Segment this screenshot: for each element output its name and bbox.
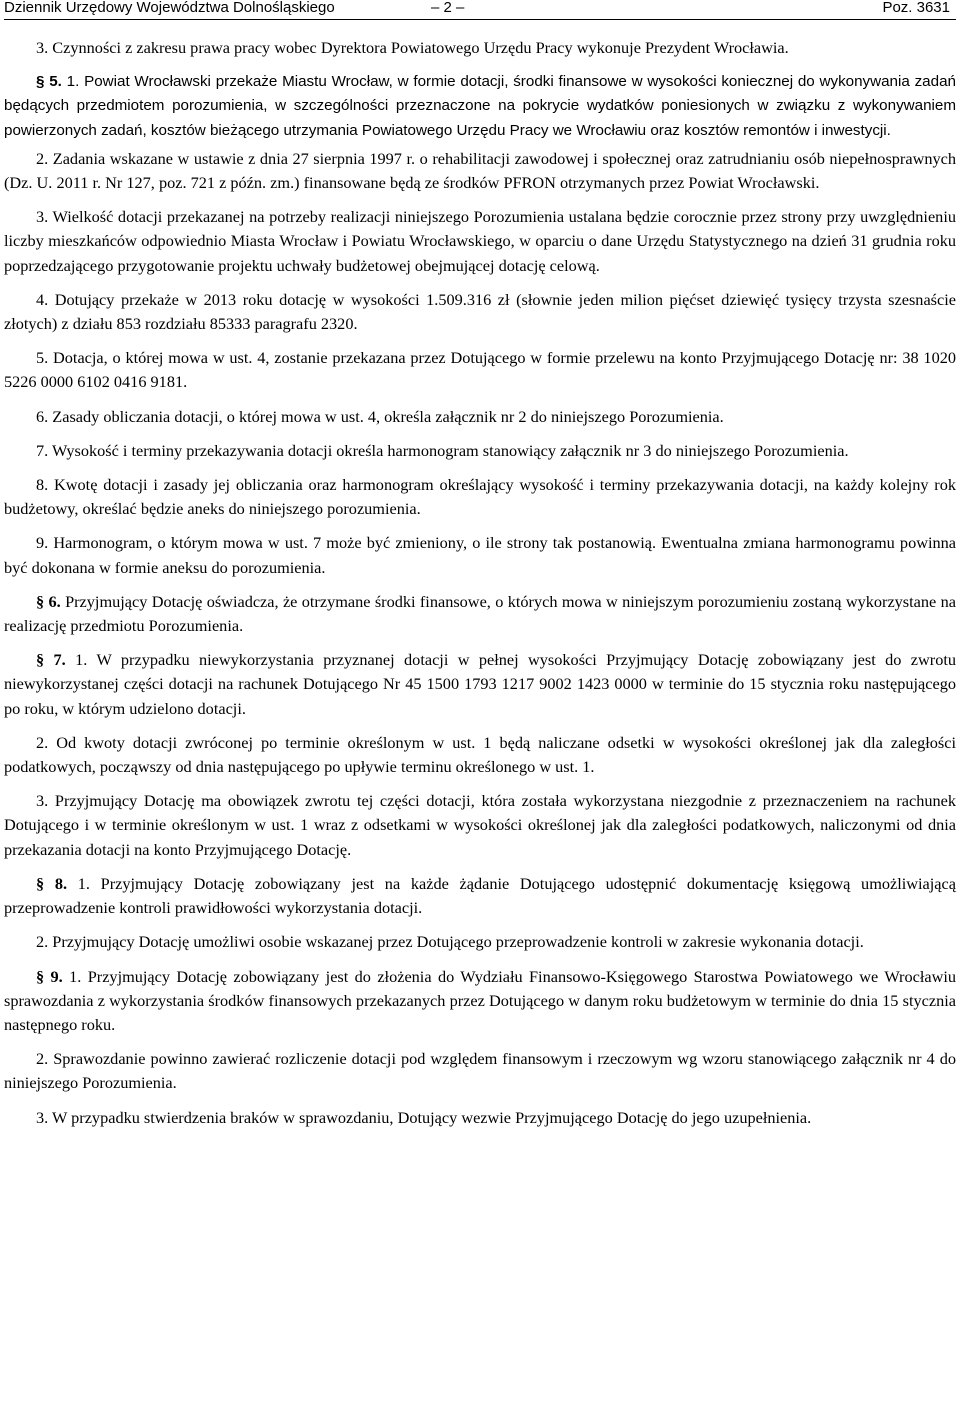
paragraph-text: Zadania wskazane w ustawie z dnia 27 sierpnia 1997 r. o rehabilitacji zawodowej i społecznej oraz zatrudnianiu osób niepełnosprawnych (Dz. U. 2011 r. Nr 127, poz. 721 z późn. zm.) finansowane będą ze środków PFRON otrzymanych przez Powiat Wrocławski.: [4, 148, 956, 193]
section-number: § 7.: [36, 650, 66, 670]
section-number: § 5.: [36, 73, 62, 91]
paragraph-text: Zasady obliczania dotacji, o której mowa w ust. 4, określa załącznik nr 2 do niniejszego Porozumienia.: [52, 406, 724, 426]
paragraph-text: Wysokość i terminy przekazywania dotacji określa harmonogram stanowiący załącznik nr 3 do niniejszego Porozumienia.: [52, 440, 849, 460]
paragraph: [4, 965, 956, 1038]
paragraph: [4, 288, 956, 336]
paragraph-text: Od kwoty dotacji zwróconej po terminie określonym w ust. 1 będą naliczane odsetki w wysokości określonej jak dla zaległości podatkowych, począwszy od dnia następującego po upływie terminu określonego w ust. 1.: [4, 732, 956, 777]
paragraph-number: 3.: [36, 791, 49, 811]
paragraph: [4, 473, 956, 521]
paragraph: [4, 648, 956, 721]
paragraph-number: 1.: [69, 966, 82, 986]
paragraph-text: Harmonogram, o którym mowa w ust. 7 może być zmieniony, o ile strony tak postanowią. Ewentualna zmiana harmonogramu powinna być dokonana w formie aneksu do porozumienia.: [4, 533, 956, 577]
header-divider: [4, 19, 956, 20]
paragraph-number: 3.: [36, 207, 49, 227]
paragraph: [4, 346, 956, 394]
section-number: § 8.: [36, 873, 68, 893]
paragraph-text: W przypadku stwierdzenia braków w sprawozdaniu, Dotujący wezwie Przyjmującego Dotację do jego uzupełnienia.: [52, 1107, 812, 1127]
paragraph: [4, 36, 956, 60]
journal-title: Dziennik Urzędowy Województwa Dolnośląskiego: [4, 0, 335, 16]
paragraph-number: 9.: [36, 533, 49, 553]
paragraph: [4, 872, 956, 920]
paragraph-number: 4.: [36, 289, 49, 309]
paragraph-text: Kwotę dotacji i zasady jej obliczania oraz harmonogram określający wysokość i terminy przekazywania dotacji, na każdy kolejny rok budżetowy, określać będzie aneks do niniejszego porozumienia.: [4, 475, 956, 519]
paragraph-text: Powiat Wrocławski przekaże Miastu Wrocław, w formie dotacji, środki finansowe w wysokości koniecznej do wykonywania zadań będących przedmiotem porozumienia, w szczególności przeznaczone na pokrycie wydatków poniesionych w związku z wykonywaniem powierzonych zadań, kosztów bieżącego utrzymania Powiatowego Urzędu Pracy we Wrocławiu oraz kosztów remontów i inwestycji.: [4, 73, 956, 139]
paragraph: [4, 531, 956, 579]
position-number: Poz. 3631: [882, 0, 950, 16]
paragraph-text: Czynności z zakresu prawa pracy wobec Dyrektora Powiatowego Urzędu Pracy wykonuje Prezydent Wrocławia.: [52, 38, 789, 57]
paragraph: [4, 439, 956, 463]
document-body: [4, 36, 956, 1130]
page-marker: – 2 –: [431, 0, 465, 16]
paragraph-number: 2.: [36, 932, 49, 952]
paragraph-text: W przypadku niewykorzystania przyznanej dotacji w pełnej wysokości Przyjmujący Dotację zobowiązany jest do zwrotu niewykorzystanej części dotacji na rachunek Dotującego Nr 45 1500 1793 1217 9002 1423 0000 w terminie do 15 stycznia roku następującego po roku, w którym udzielono dotacji.: [4, 650, 956, 718]
paragraph: [4, 1047, 956, 1095]
paragraph-text: Przyjmujący Dotację zobowiązany jest na każde żądanie Dotującego udostępnić dokumentację księgową umożliwiającą przeprowadzenie kontroli prawidłowości wykorzystania dotacji.: [4, 873, 956, 918]
section-number: § 6.: [36, 591, 61, 611]
paragraph-number: 5.: [36, 348, 49, 368]
paragraph-number: 6.: [36, 406, 49, 426]
paragraph: [4, 405, 956, 429]
paragraph-number: 1.: [77, 873, 90, 893]
paragraph-number: 2.: [36, 148, 49, 168]
paragraph: [4, 731, 956, 779]
paragraph-text: Dotujący przekaże w 2013 roku dotację w wysokości 1.509.316 zł (słownie jeden milion pięćset dziewięć tysięcy trzysta szesnaście złotych) z działu 853 rozdziału 85333 paragrafu 2320.: [4, 289, 956, 334]
paragraph: [4, 930, 956, 954]
paragraph-text: Przyjmujący Dotację umożliwi osobie wskazanej przez Dotującego przeprowadzenie kontroli w zakresie wykonania dotacji.: [52, 932, 864, 952]
paragraph-number: 7.: [36, 440, 49, 460]
paragraph-text: Wielkość dotacji przekazanej na potrzeby realizacji niniejszego Porozumienia ustalana będzie corocznie przez strony przy uwzględnieniu liczby mieszkańców odpowiednio Miasta Wrocław i Powiatu Wrocławskiego, w oparciu o dane Urzędu Statystycznego na dzień 31 grudnia roku poprzedzającego przygotowanie projektu uchwały budżetowej obejmującej dotację celową.: [4, 207, 956, 275]
paragraph-text: Przyjmujący Dotację zobowiązany jest do złożenia do Wydziału Finansowo-Księgowego Starostwa Powiatowego we Wrocławiu sprawozdania z wykorzystania środków finansowych przekazanych przez Dotującego w danym roku budżetowym w terminie do dnia 15 stycznia następnego roku.: [4, 966, 956, 1034]
paragraph: [4, 789, 956, 862]
page-header: [4, 0, 956, 18]
paragraph-number: 1.: [75, 650, 88, 670]
paragraph: [4, 147, 956, 195]
paragraph: [4, 1106, 956, 1130]
paragraph-number: 1.: [66, 73, 80, 91]
section-number: § 9.: [36, 966, 63, 986]
paragraph-number: 3.: [36, 1107, 49, 1127]
paragraph-number: 3.: [36, 38, 49, 57]
paragraph: [4, 590, 956, 638]
paragraph-text: Przyjmujący Dotację oświadcza, że otrzymane środki finansowe, o których mowa w niniejszym porozumieniu zostaną wykorzystane na realizację przedmiotu Porozumienia.: [4, 591, 956, 636]
paragraph: [4, 205, 956, 278]
paragraph-text: Dotacja, o której mowa w ust. 4, zostanie przekazana przez Dotującego w formie przelewu na konto Przyjmującego Dotację nr: 38 1020 5226 0000 6102 0416 9181.: [4, 348, 956, 392]
paragraph-text: Przyjmujący Dotację ma obowiązek zwrotu tej części dotacji, która została wykorzystana niezgodnie z przeznaczeniem na rachunek Dotującego i w terminie określonym w ust. 1 wraz z odsetkami w wysokości określonej jak dla zaległości podatkowych, naliczonymi od dnia przekazania dotacji na konto Przyjmującego Dotację.: [4, 791, 956, 859]
paragraph-text: Sprawozdanie powinno zawierać rozliczenie dotacji pod względem finansowym i rzeczowym wg wzoru stanowiącego załącznik nr 4 do niniejszego Porozumienia.: [4, 1049, 956, 1093]
paragraph: [4, 70, 956, 143]
paragraph-number: 2.: [36, 1049, 49, 1069]
paragraph-number: 8.: [36, 475, 49, 495]
paragraph-number: 2.: [36, 732, 49, 752]
